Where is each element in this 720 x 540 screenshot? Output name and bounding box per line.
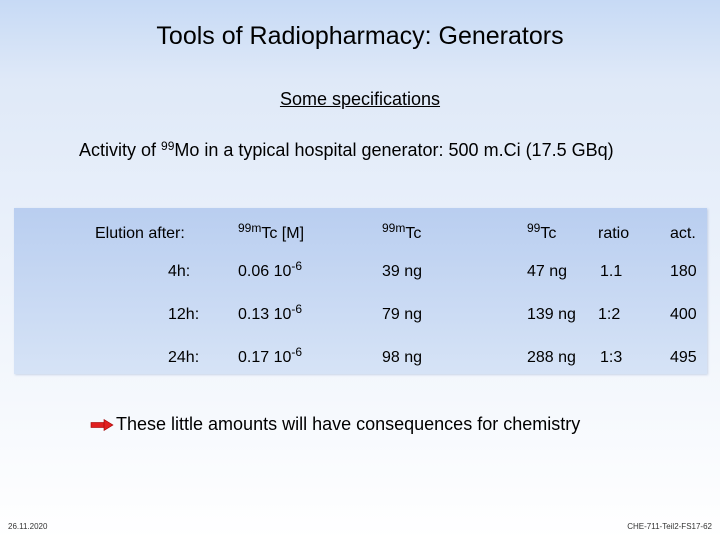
header-concentration (238, 221, 305, 243)
row-mass-99mtc: 98 ng (382, 349, 423, 366)
row-mass-99mtc: 79 ng (382, 306, 423, 323)
row-activity: 180 (670, 263, 697, 280)
activity-statement (79, 140, 614, 161)
row-mass-99tc: 288 ng (527, 349, 576, 366)
row-activity: 400 (670, 306, 697, 323)
row-concentration (238, 259, 303, 281)
row-ratio: 1:2 (598, 306, 621, 323)
header-concentration-sup: 99m (238, 221, 262, 235)
row-activity: 495 (670, 349, 697, 366)
row-time: 12h: (168, 306, 200, 323)
slide-title: Tools of Radiopharmacy: Generators (156, 22, 564, 50)
row-time: 4h: (168, 263, 191, 280)
row-mass-99tc: 139 ng (527, 306, 576, 323)
header-mass-99mtc-text: Tc (405, 225, 422, 242)
activity-prefix: Activity of (79, 140, 162, 160)
right-arrow-icon (90, 419, 114, 431)
header-activity: act. (670, 225, 696, 242)
header-mass-99mtc (382, 221, 422, 243)
activity-isotope-superscript: 99 (161, 139, 175, 153)
footer-date: 26.11.2020 (8, 522, 48, 531)
row-time: 24h: (168, 349, 200, 366)
row-mass-99mtc: 39 ng (382, 263, 423, 280)
consequence-note (90, 414, 580, 435)
row-concentration-exponent: -6 (291, 259, 303, 273)
header-elution: Elution after: (95, 225, 185, 242)
slide-subtitle: Some specifications (279, 89, 441, 109)
header-concentration-text: Tc [M] (261, 225, 305, 242)
footer-code: CHE-711-Teil2-FS17-62 (627, 522, 712, 531)
header-mass-99tc-text: Tc (540, 225, 557, 242)
header-mass-99tc-sup: 99 (527, 221, 541, 235)
row-concentration (238, 302, 303, 324)
row-concentration-base: 0.06 10 (238, 263, 292, 280)
row-concentration-base: 0.13 10 (238, 306, 292, 323)
row-concentration-exponent: -6 (291, 345, 303, 359)
header-ratio: ratio (598, 225, 630, 242)
header-mass-99tc (527, 221, 557, 243)
row-concentration (238, 345, 303, 367)
row-mass-99tc: 47 ng (527, 263, 568, 280)
specifications-table (14, 208, 707, 374)
consequence-note-text: These little amounts will have consequences for chemistry (116, 414, 581, 434)
activity-suffix: Mo in a typical hospital generator: 500 m.Ci (17.5 GBq) (174, 140, 614, 160)
row-concentration-exponent: -6 (291, 302, 303, 316)
row-ratio: 1:3 (600, 349, 623, 366)
row-concentration-base: 0.17 10 (238, 349, 292, 366)
row-ratio: 1.1 (600, 263, 623, 280)
header-mass-99mtc-sup: 99m (382, 221, 406, 235)
